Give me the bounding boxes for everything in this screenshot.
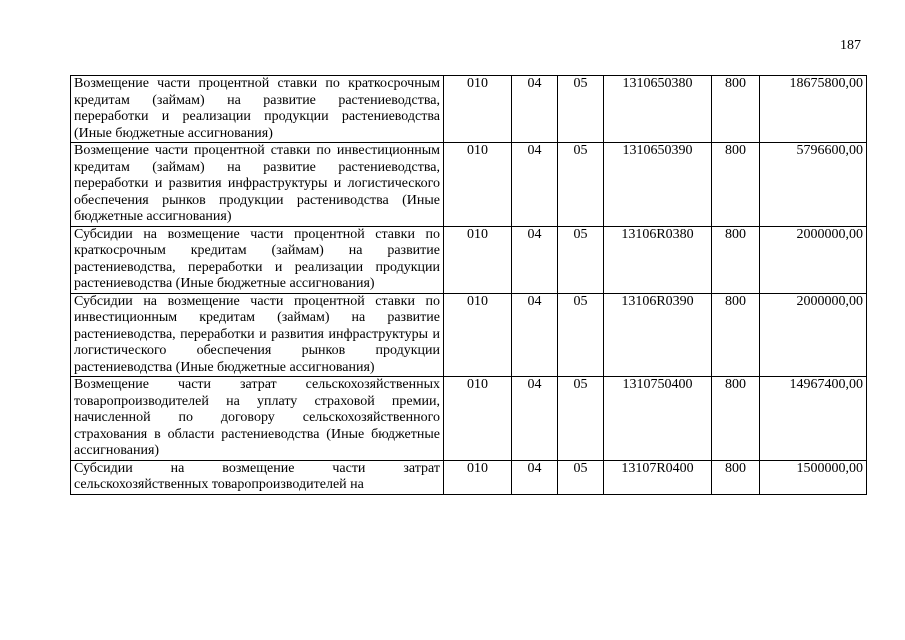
ministry-code: 010 xyxy=(444,226,512,293)
expense-type-code: 800 xyxy=(712,377,760,461)
page-number: 187 xyxy=(840,38,861,53)
ministry-code: 010 xyxy=(444,377,512,461)
expense-type-code: 800 xyxy=(712,460,760,494)
expense-type-code: 800 xyxy=(712,143,760,227)
amount-value: 14967400,00 xyxy=(760,377,867,461)
target-code: 13106R0390 xyxy=(604,293,712,377)
section-code: 04 xyxy=(512,143,558,227)
ministry-code: 010 xyxy=(444,76,512,143)
amount-value: 5796600,00 xyxy=(760,143,867,227)
section-code: 04 xyxy=(512,377,558,461)
table-row xyxy=(71,293,867,377)
amount-value: 2000000,00 xyxy=(760,226,867,293)
target-code: 1310650380 xyxy=(604,76,712,143)
subsection-code: 05 xyxy=(558,226,604,293)
table-row xyxy=(71,143,867,227)
section-code: 04 xyxy=(512,460,558,494)
row-description: Субсидии на возмещение части процентной ставки по инвестиционным кредитам (займам) на развитие растениеводства, переработки и развития инфраструктуры и логистического обеспечения рынков продукции растениеводства (Иные бюджетные ассигнования) xyxy=(71,293,444,377)
section-code: 04 xyxy=(512,293,558,377)
expense-type-code: 800 xyxy=(712,293,760,377)
expense-type-code: 800 xyxy=(712,76,760,143)
budget-table-body xyxy=(71,76,867,495)
table-row xyxy=(71,377,867,461)
amount-value: 2000000,00 xyxy=(760,293,867,377)
row-description: Возмещение части процентной ставки по краткосрочным кредитам (займам) на развитие растениеводства, переработки и реализации продукции растениеводства (Иные бюджетные ассигнования) xyxy=(71,76,444,143)
subsection-code: 05 xyxy=(558,76,604,143)
target-code: 13106R0380 xyxy=(604,226,712,293)
row-description: Возмещение части процентной ставки по инвестиционным кредитам (займам) на развитие растениеводства, переработки и развития инфраструктуры и логистического обеспечения рынков продукции растениводства (Иные бюджетные ассигнования) xyxy=(71,143,444,227)
section-code: 04 xyxy=(512,76,558,143)
target-code: 1310750400 xyxy=(604,377,712,461)
ministry-code: 010 xyxy=(444,460,512,494)
subsection-code: 05 xyxy=(558,293,604,377)
table-row xyxy=(71,460,867,494)
subsection-code: 05 xyxy=(558,460,604,494)
row-description: Субсидии на возмещение части процентной ставки по краткосрочным кредитам (займам) на развитие растениеводства, переработки и реализации продукции растениеводства (Иные бюджетные ассигнования) xyxy=(71,226,444,293)
budget-table xyxy=(70,75,867,495)
section-code: 04 xyxy=(512,226,558,293)
ministry-code: 010 xyxy=(444,143,512,227)
row-description: Субсидии на возмещение части затрат сельскохозяйственных товаропроизводителей на xyxy=(71,460,444,494)
table-row xyxy=(71,76,867,143)
target-code: 13107R0400 xyxy=(604,460,712,494)
row-description: Возмещение части затрат сельскохозяйственных товаропроизводителей на уплату страховой премии, начисленной по договору сельскохозяйственного страхования в области растениеводства (Иные бюджетные ассигнования) xyxy=(71,377,444,461)
expense-type-code: 800 xyxy=(712,226,760,293)
ministry-code: 010 xyxy=(444,293,512,377)
amount-value: 18675800,00 xyxy=(760,76,867,143)
subsection-code: 05 xyxy=(558,377,604,461)
target-code: 1310650390 xyxy=(604,143,712,227)
table-row xyxy=(71,226,867,293)
amount-value: 1500000,00 xyxy=(760,460,867,494)
subsection-code: 05 xyxy=(558,143,604,227)
